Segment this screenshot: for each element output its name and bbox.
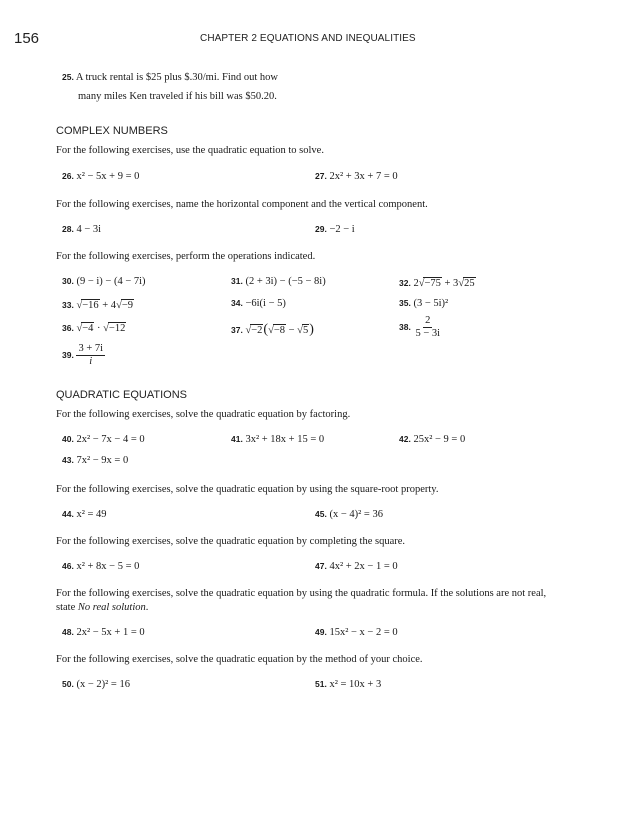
radicand: −2: [251, 325, 263, 336]
exercise-expression: x² + 8x − 5 = 0: [76, 561, 140, 572]
exercise-expression: (2 + 3i) − (−5 − 8i): [245, 276, 326, 287]
denominator: i: [89, 356, 93, 367]
exercise-27: [315, 171, 398, 182]
instruction-formula-line2: [56, 602, 148, 613]
radicand: −9: [121, 300, 133, 311]
exercise-expression: x² − 5x + 9 = 0: [76, 171, 140, 182]
exercise-expression: (3 − 5i)²: [413, 298, 449, 309]
numerator: 2: [425, 315, 431, 326]
exercise-25: [62, 72, 278, 83]
instruction-components: For the following exercises, name the horizontal component and the vertical component.: [56, 199, 428, 210]
exercise-number: 33.: [62, 300, 74, 310]
exercise-expression: 4x² + 2x − 1 = 0: [329, 561, 398, 572]
exercise-33: 33. √−16 + 4√−9: [62, 300, 133, 311]
chapter-label: CHAPTER 2: [200, 33, 258, 44]
radicand: −75: [424, 278, 441, 289]
exercise-39: [62, 343, 105, 368]
denominator: 5 − 3i: [415, 328, 441, 339]
exercise-51: [315, 679, 381, 690]
exercise-number: 36.: [62, 323, 74, 333]
exercise-number: 41.: [231, 434, 243, 444]
exercise-number: 39.: [62, 349, 74, 360]
exercise-number: 42.: [399, 434, 411, 444]
operator: + 3: [441, 278, 459, 289]
radicand: −12: [108, 323, 126, 334]
exercise-expression: 2x² − 7x − 4 = 0: [76, 434, 145, 445]
exercise-number: 47.: [315, 561, 327, 571]
exercise-number: 31.: [231, 276, 243, 286]
instruction-emphasis: No real solution: [77, 602, 146, 613]
exercise-number: 32.: [399, 278, 411, 288]
exercise-38: [399, 315, 442, 340]
exercise-36: 36. √−4 · √−12: [62, 323, 126, 334]
instruction-square-root: For the following exercises, solve the quadratic equation by using the square-root property.: [56, 484, 439, 495]
instruction-formula: For the following exercises, solve the quadratic equation by using the quadratic formula. If the solutions are not real,: [56, 588, 547, 599]
exercise-number: 25.: [62, 72, 74, 82]
radicand: 25: [464, 278, 475, 289]
exercise-expression: (9 − i) − (4 − 7i): [76, 276, 146, 287]
exercise-expression: −6i(i − 5): [245, 298, 286, 309]
exercise-expression: 2x² − 5x + 1 = 0: [76, 627, 145, 638]
radicand: 5: [302, 325, 309, 336]
instruction-text: .: [145, 602, 149, 613]
exercise-expression: (x − 4)² = 36: [329, 509, 383, 520]
radicand: −8: [273, 325, 285, 336]
fraction: [413, 315, 442, 340]
exercise-29: [315, 224, 355, 235]
exercise-number: 46.: [62, 561, 74, 571]
instruction-text: state: [56, 602, 78, 613]
exercise-number: 29.: [315, 224, 327, 234]
exercise-37: 37. √−2(√−8 − √5): [231, 322, 314, 337]
exercise-number: 26.: [62, 171, 74, 181]
exercise-number: 50.: [62, 679, 74, 689]
radicand: −16: [82, 300, 99, 311]
exercise-32: 32. 2√−75 + 3√25: [399, 278, 475, 289]
exercise-expression: x² = 49: [76, 509, 107, 520]
exercise-41: [231, 434, 324, 445]
exercise-expression: 4 − 3i: [76, 224, 102, 235]
page-number: 156: [14, 30, 40, 47]
exercise-45: [315, 509, 383, 520]
exercise-number: 35.: [399, 298, 411, 308]
exercise-number: 34.: [231, 298, 243, 308]
exercise-number: 40.: [62, 434, 74, 444]
coefficient: 2: [413, 278, 419, 289]
exercise-49: [315, 627, 398, 638]
instruction-completing-square: For the following exercises, solve the quadratic equation by completing the square.: [56, 536, 406, 547]
exercise-text: A truck rental is $25 plus $.30/mi. Find out how: [75, 72, 278, 83]
running-head: [200, 33, 416, 44]
exercise-number: 44.: [62, 509, 74, 519]
exercise-43: [62, 455, 128, 466]
exercise-47: [315, 561, 398, 572]
exercise-number: 43.: [62, 455, 74, 465]
exercise-expression: (x − 2)² = 16: [76, 679, 130, 690]
exercise-44: [62, 509, 107, 520]
exercise-number: 48.: [62, 627, 74, 637]
exercise-number: 28.: [62, 224, 74, 234]
exercise-40: [62, 434, 145, 445]
exercise-25-line2: many miles Ken traveled if his bill was $50.20.: [78, 91, 277, 102]
exercise-42: [399, 434, 465, 445]
exercise-expression: x² = 10x + 3: [329, 679, 382, 690]
operator: −: [286, 325, 298, 336]
operator: ·: [94, 323, 104, 334]
exercise-expression: 25x² − 9 = 0: [413, 434, 466, 445]
exercise-number: 27.: [315, 171, 327, 181]
exercise-48: [62, 627, 145, 638]
exercise-expression: 2x² + 3x + 7 = 0: [329, 171, 398, 182]
exercise-number: 38.: [399, 321, 411, 332]
instruction-quadratic: For the following exercises, use the quadratic equation to solve.: [56, 145, 324, 156]
exercise-35: [399, 298, 448, 309]
section-heading-quadratic: QUADRATIC EQUATIONS: [56, 389, 187, 401]
exercise-50: [62, 679, 130, 690]
exercise-expression: 7x² − 9x = 0: [76, 455, 129, 466]
numerator: 3 + 7i: [78, 343, 104, 354]
exercise-expression: 3x² + 18x + 15 = 0: [245, 434, 325, 445]
radicand: −4: [82, 323, 94, 334]
exercise-30: [62, 276, 146, 287]
section-heading-complex: COMPLEX NUMBERS: [56, 125, 168, 137]
exercise-number: 37.: [231, 325, 243, 335]
fraction: [76, 343, 105, 368]
exercise-34: [231, 298, 286, 309]
exercise-number: 51.: [315, 679, 327, 689]
exercise-46: [62, 561, 139, 572]
exercise-expression: 15x² − x − 2 = 0: [329, 627, 398, 638]
instruction-choice: For the following exercises, solve the quadratic equation by the method of your choice.: [56, 654, 423, 665]
chapter-title: EQUATIONS AND INEQUALITIES: [259, 33, 416, 44]
exercise-number: 30.: [62, 276, 74, 286]
instruction-operations: For the following exercises, perform the operations indicated.: [56, 251, 316, 262]
exercise-number: 49.: [315, 627, 327, 637]
exercise-number: 45.: [315, 509, 327, 519]
exercise-31: [231, 276, 326, 287]
operator: + 4: [99, 300, 117, 311]
exercise-26: [62, 171, 139, 182]
instruction-factoring: For the following exercises, solve the quadratic equation by factoring.: [56, 409, 351, 420]
exercise-expression: −2 − i: [329, 224, 355, 235]
exercise-28: [62, 224, 101, 235]
